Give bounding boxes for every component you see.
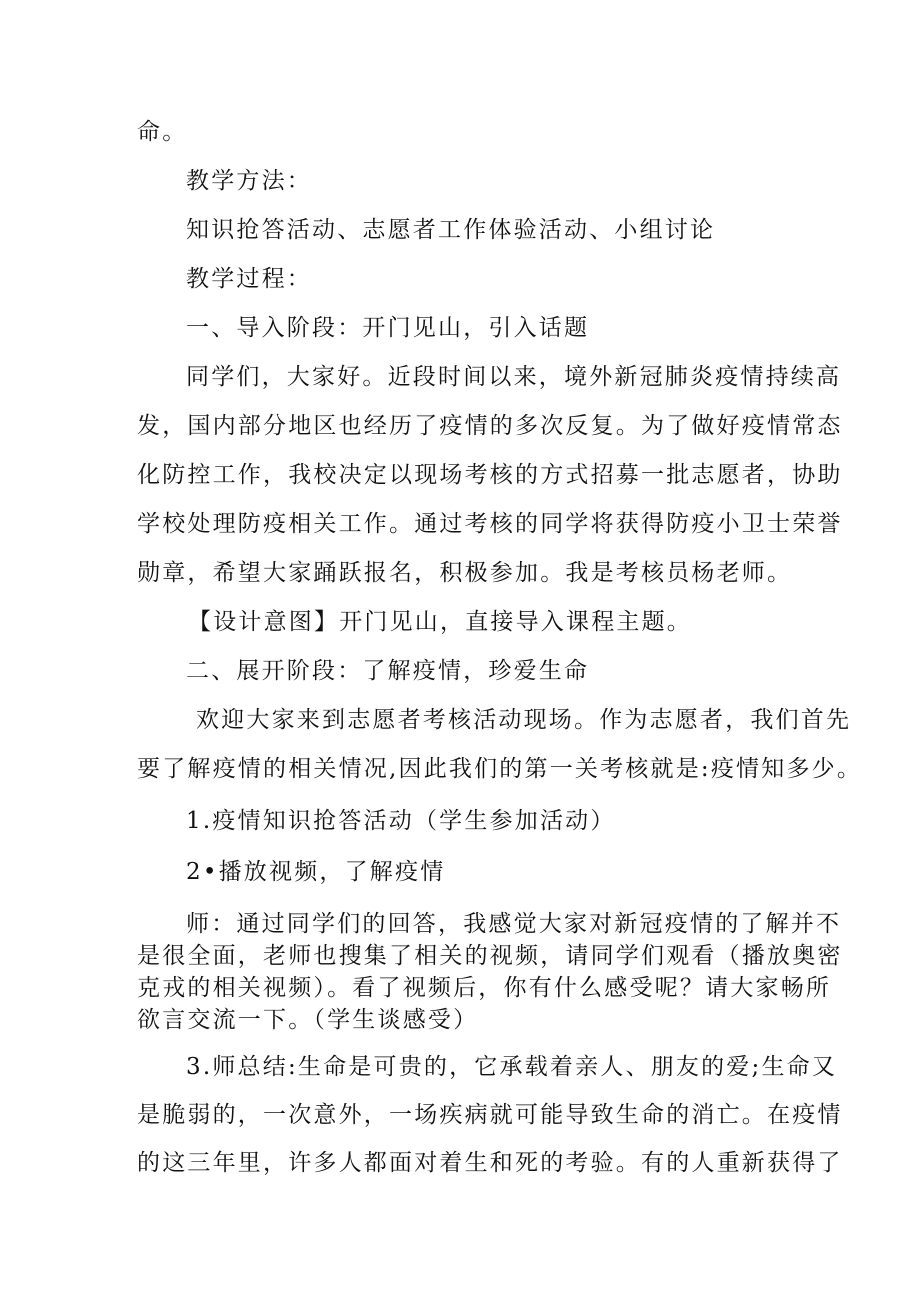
text-line: 的这三年里，许多人都面对着生和死的考验。有的人重新获得了 — [137, 1150, 843, 1176]
text-line: 勋章，希望大家踊跃报名，积极参加。我是考核员杨老师。 — [137, 560, 793, 586]
section-heading-expand: 二、展开阶段：了解疫情，珍爱生命 — [186, 658, 590, 684]
section-heading-method: 教学方法： — [186, 168, 312, 194]
list-item-3: 3.师总结:生命是可贵的，它承载着亲人、朋友的爱;生命又 — [186, 1054, 838, 1080]
text-line: 化防控工作，我校决定以现场考核的方式招募一批志愿者，协助 — [137, 462, 843, 488]
text-line: 克戎的相关视频）。看了视频后，你有什么感受呢？请大家畅所 — [137, 975, 832, 1001]
text-line: 是脆弱的，一次意外，一场疾病就可能导致生命的消亡。在疫情 — [137, 1102, 843, 1128]
section-heading-intro: 一、导入阶段：开门见山，引入话题 — [186, 315, 590, 341]
text-line: 同学们，大家好。近段时间以来，境外新冠肺炎疫情持续高 — [186, 364, 842, 390]
text-line: 要了解疫情的相关情况,因此我们的第一关考核就是:疫情知多少。 — [137, 756, 863, 782]
text-line: 命。 — [137, 119, 188, 145]
text-line: 发，国内部分地区也经历了疫情的多次反复。为了做好疫情常态 — [137, 413, 843, 439]
text-line: 是很全面，老师也搜集了相关的视频，请同学们观看（播放奥密 — [137, 943, 843, 969]
design-intent-note: 【设计意图】开门见山，直接导入课程主题。 — [188, 609, 692, 635]
section-heading-process: 教学过程： — [186, 266, 312, 292]
text-line: 欲言交流一下。（学生谈感受） — [137, 1007, 479, 1033]
text-line: 学校处理防疫相关工作。通过考核的同学将获得防疫小卫士荣誉 — [137, 511, 843, 537]
list-item-2: 2•播放视频，了解疫情 — [186, 859, 446, 885]
list-item-1: 1.疫情知识抢答活动（学生参加活动） — [186, 808, 616, 834]
text-line: 知识抢答活动、志愿者工作体验活动、小组讨论 — [186, 217, 716, 243]
text-line: 欢迎大家来到志愿者考核活动现场。作为志愿者，我们首先 — [196, 707, 852, 733]
text-line: 师：通过同学们的回答，我感觉大家对新冠疫情的了解并不 — [186, 911, 842, 937]
